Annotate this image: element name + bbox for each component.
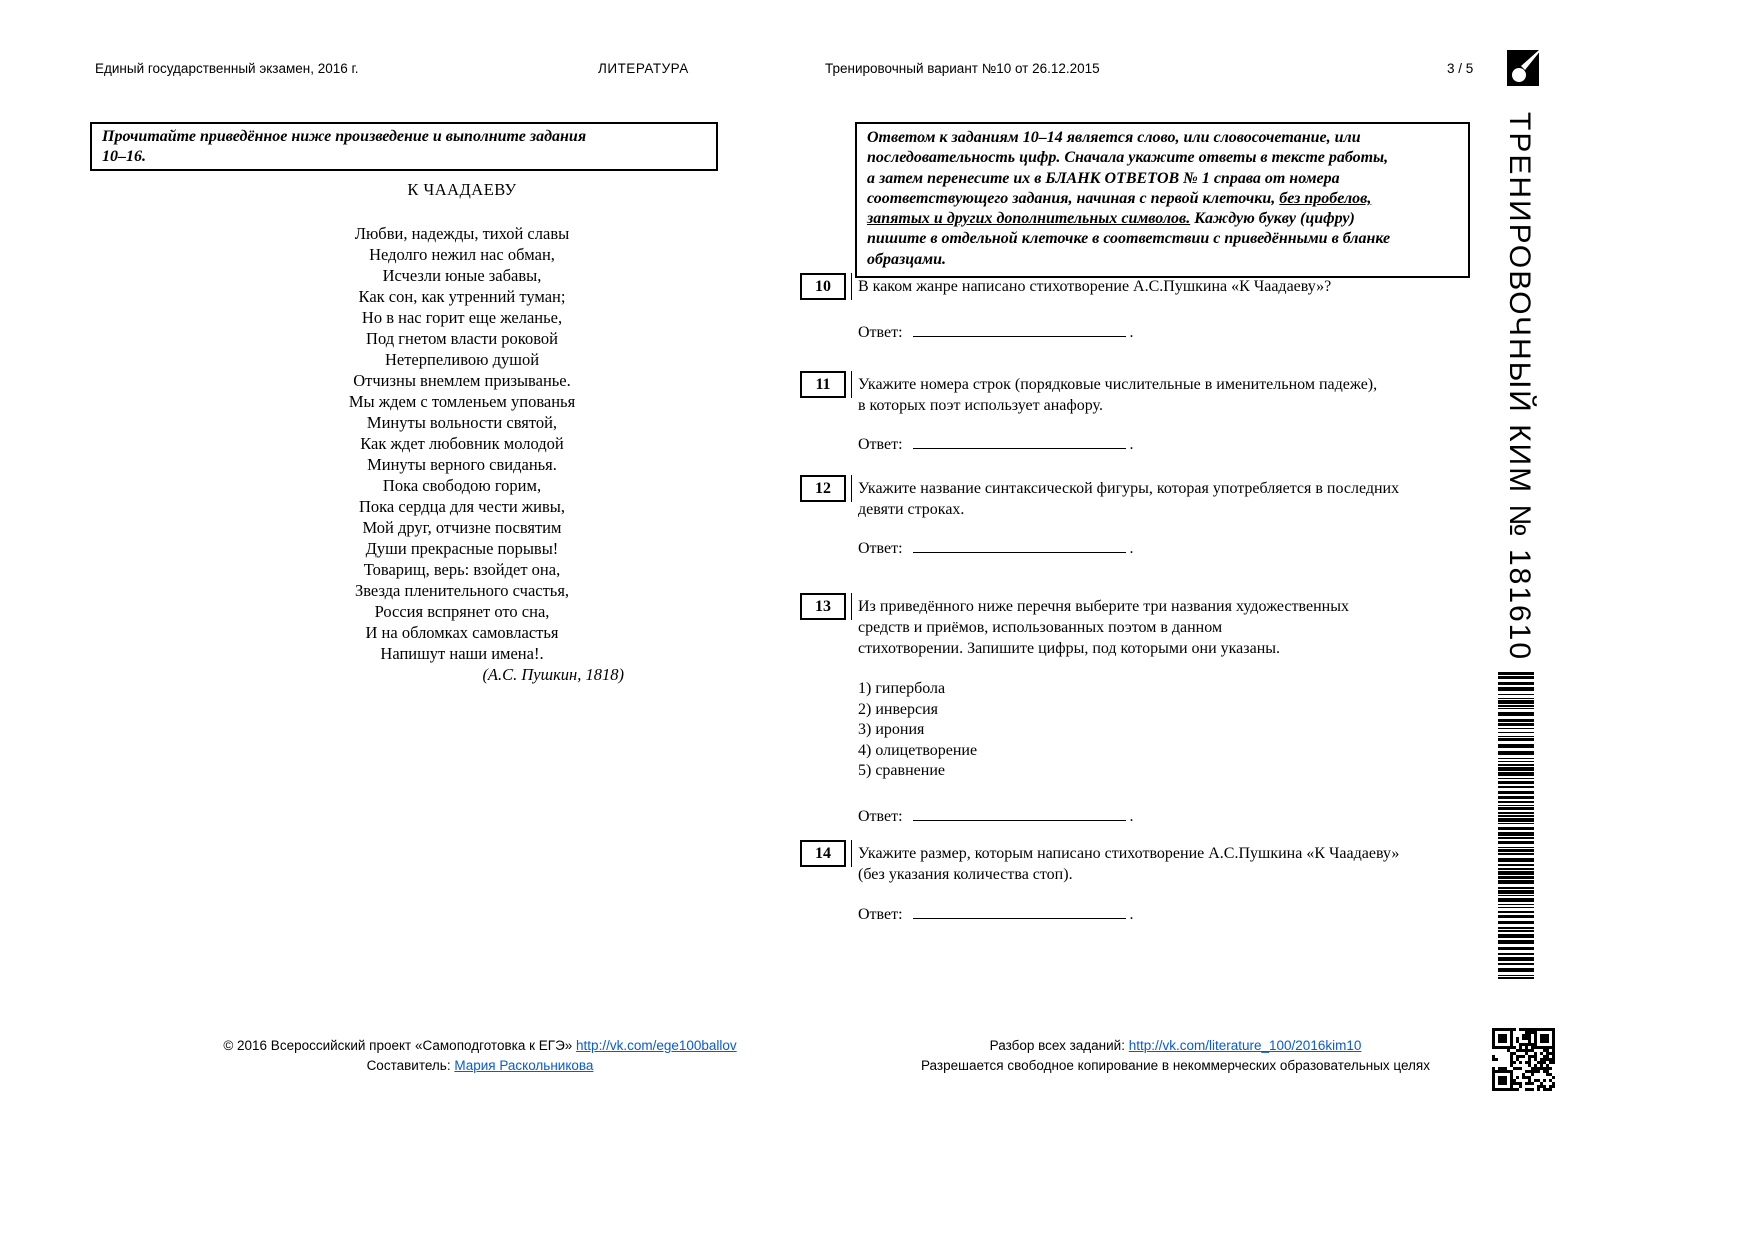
question-text (858, 478, 1472, 520)
question-text-line: В каком жанре написано стихотворение А.С.Пушкина «К Чаадаеву»? (858, 278, 1332, 295)
question-text-line: Укажите название синтаксической фигуры, которая употребляется в последних (858, 480, 1400, 497)
task-instruction-text (102, 127, 706, 166)
poem-line: Звезда пленительного счастья, (354, 581, 570, 600)
poem-line: Минуты вольности святой, (366, 413, 558, 432)
footer-copyright-text: © 2016 Всероссийский проект «Самоподготовка к ЕГЭ» (223, 1038, 577, 1053)
question-10 (800, 276, 1472, 342)
answer-row (858, 324, 1472, 342)
question-option: 1) гипербола (858, 680, 946, 697)
question-number-box: 13 (800, 593, 846, 620)
header-page-number: 3 / 5 (1447, 61, 1474, 76)
answer-row (858, 436, 1472, 454)
answer-label: Ответ: (858, 807, 903, 825)
answer-instruction-line (867, 209, 1458, 229)
poem-line: Нетерпеливою душой (384, 350, 540, 369)
question-text (858, 843, 1472, 885)
question-14 (800, 843, 1472, 924)
answer-row (858, 808, 1472, 826)
poem-line: Любви, надежды, тихой славы (354, 224, 570, 243)
answer-row (858, 540, 1472, 558)
poem (262, 180, 662, 685)
kim-vertical-label: ТРЕНИРОВОЧНЫЙ КИМ № 181610 (1503, 112, 1536, 662)
footer-author-link[interactable]: Мария Раскольникова (454, 1057, 594, 1073)
footer-author-label: Составитель: (366, 1057, 455, 1073)
poem-line: Души прекрасные порывы! (365, 539, 559, 558)
answer-label: Ответ: (858, 906, 903, 923)
question-text (858, 276, 1472, 297)
question-text-line: девяти строках. (858, 501, 965, 518)
question-text-line: средств и приёмов, использованных поэтом в данном (858, 619, 1223, 636)
header-exam-title: Единый государственный экзамен, 2016 г. (95, 61, 359, 76)
poem-line: Мы ждем с томленьем упованья (348, 392, 576, 411)
poem-line: Пока свободою горим, (382, 476, 542, 495)
answer-instruction-line (867, 250, 1458, 270)
answer-blank (913, 540, 1126, 553)
answer-instruction-segment: соответствующего задания, начиная с первой клеточки, (867, 189, 1280, 207)
answer-instruction-line (867, 128, 1458, 148)
answer-instruction-line (867, 169, 1458, 189)
question-text-line: Укажите номера строк (порядковые числительные в именительном падеже), (858, 376, 1378, 393)
poem-line: Под гнетом власти роковой (366, 329, 558, 348)
poem-line: Но в нас горит еще желанье, (361, 308, 563, 327)
task-instruction-line: Прочитайте приведённое ниже произведение и выполните задания (102, 128, 587, 145)
answer-label: Ответ: (858, 436, 903, 453)
question-option: 2) инверсия (858, 700, 939, 718)
poem-line: Недолго нежил нас обман, (369, 245, 555, 264)
poem-line: Как сон, как утренний туман; (358, 287, 566, 306)
poem-line: Напишут наши имена!. (380, 644, 544, 663)
task-instruction-line: 10–16. (102, 147, 146, 165)
header-variant: Тренировочный вариант №10 от 26.12.2015 (825, 61, 1100, 76)
answer-period: . (1129, 807, 1134, 825)
question-option: 5) сравнение (858, 762, 945, 779)
poem-line: Как ждет любовник молодой (360, 434, 564, 453)
question-number-box: 11 (800, 371, 846, 398)
answer-instruction-line (867, 229, 1458, 249)
task-instruction-box (90, 122, 718, 171)
question-text-line: Укажите размер, которым написано стихотворение А.С.Пушкина «К Чаадаеву» (858, 845, 1400, 862)
poem-title: К ЧААДАЕВУ (407, 180, 517, 199)
answer-period: . (1129, 906, 1134, 923)
answer-period: . (1129, 324, 1134, 341)
poem-line: Минуты верного свиданья. (367, 455, 557, 474)
question-text-line: в которых поэт использует анафору. (858, 397, 1103, 414)
poem-line: Мой друг, отчизне посвятим (362, 518, 562, 537)
answer-blank (913, 808, 1126, 821)
answer-instruction-segment: последовательность цифр. Сначала укажите ответы в тексте работы, (867, 149, 1389, 167)
footer-right (878, 1036, 1473, 1075)
footer-left (210, 1036, 750, 1075)
poem-line: Россия вспрянет ото сна, (374, 602, 550, 621)
footer-right-line2: Разрешается свободное копирование в некоммерческих образовательных целях (921, 1057, 1430, 1073)
question-number-box: 14 (800, 840, 846, 867)
footer-review-label: Разбор всех заданий: (989, 1038, 1129, 1053)
answer-instruction-segment: а затем перенесите их в БЛАНК ОТВЕТОВ № 1 справа от номера (867, 169, 1340, 187)
footer-review-link[interactable]: http://vk.com/literature_100/2016kim10 (1128, 1038, 1362, 1053)
answer-instruction-line (867, 189, 1458, 209)
question-11 (800, 374, 1472, 454)
question-12 (800, 478, 1472, 558)
question-text-line: стихотворении. Запишите цифры, под которыми они указаны. (858, 640, 1281, 657)
answer-instruction-segment: образцами. (867, 250, 946, 268)
question-option: 4) олицетворение (858, 741, 978, 759)
qr-code (1492, 1028, 1555, 1091)
question-number-box: 10 (800, 273, 846, 300)
header-subject: ЛИТЕРАТУРА (598, 61, 689, 76)
answer-blank (913, 906, 1126, 919)
answer-instruction-segment: Ответом к заданиям 10–14 является слово, или словосочетание, или (867, 129, 1361, 146)
ege-logo-icon (1507, 48, 1541, 88)
answer-instruction-box (855, 122, 1470, 278)
question-option: 3) ирония (858, 721, 925, 738)
question-text (858, 596, 1472, 659)
question-number-box: 12 (800, 475, 846, 502)
footer-left-line2 (210, 1056, 750, 1076)
poem-lines (262, 223, 662, 664)
barcode (1498, 672, 1534, 984)
poem-line: Отчизны внемлем призыванье. (353, 371, 571, 390)
question-text (858, 374, 1472, 416)
answer-row (858, 906, 1472, 924)
answer-label: Ответ: (858, 324, 903, 341)
question-text-line: (без указания количества стоп). (858, 866, 1073, 883)
answer-period: . (1129, 436, 1134, 453)
answer-period: . (1129, 540, 1134, 557)
footer-left-line1 (210, 1036, 750, 1056)
footer-right-line1 (878, 1036, 1473, 1056)
footer-project-link[interactable]: http://vk.com/ege100ballov (576, 1038, 737, 1053)
poem-line: И на обломках самовластья (365, 623, 559, 642)
answer-instruction-underlined-segment: запятых и других дополнительных символов. (867, 210, 1191, 228)
question-options (858, 679, 1472, 782)
answer-instruction-segment: пишите в отдельной клеточке в соответствии с приведёнными в бланке (867, 230, 1391, 248)
poem-line: Товарищ, верь: взойдет она, (363, 560, 561, 579)
poem-line: Пока сердца для чести живы, (358, 497, 566, 516)
answer-blank (913, 324, 1126, 337)
answer-instruction-underlined-segment: без пробелов, (1279, 189, 1372, 207)
poem-attribution: (А.С. Пушкин, 1818) (482, 665, 624, 684)
question-13 (800, 596, 1472, 826)
answer-label: Ответ: (858, 540, 903, 557)
question-text-line: Из приведённого ниже перечня выберите три названия художественных (858, 598, 1349, 615)
answer-instruction-segment: Каждую букву (цифру) (1190, 210, 1355, 228)
answer-blank (913, 436, 1126, 449)
poem-line: Исчезли юные забавы, (382, 266, 542, 285)
answer-instruction-line (867, 148, 1458, 168)
